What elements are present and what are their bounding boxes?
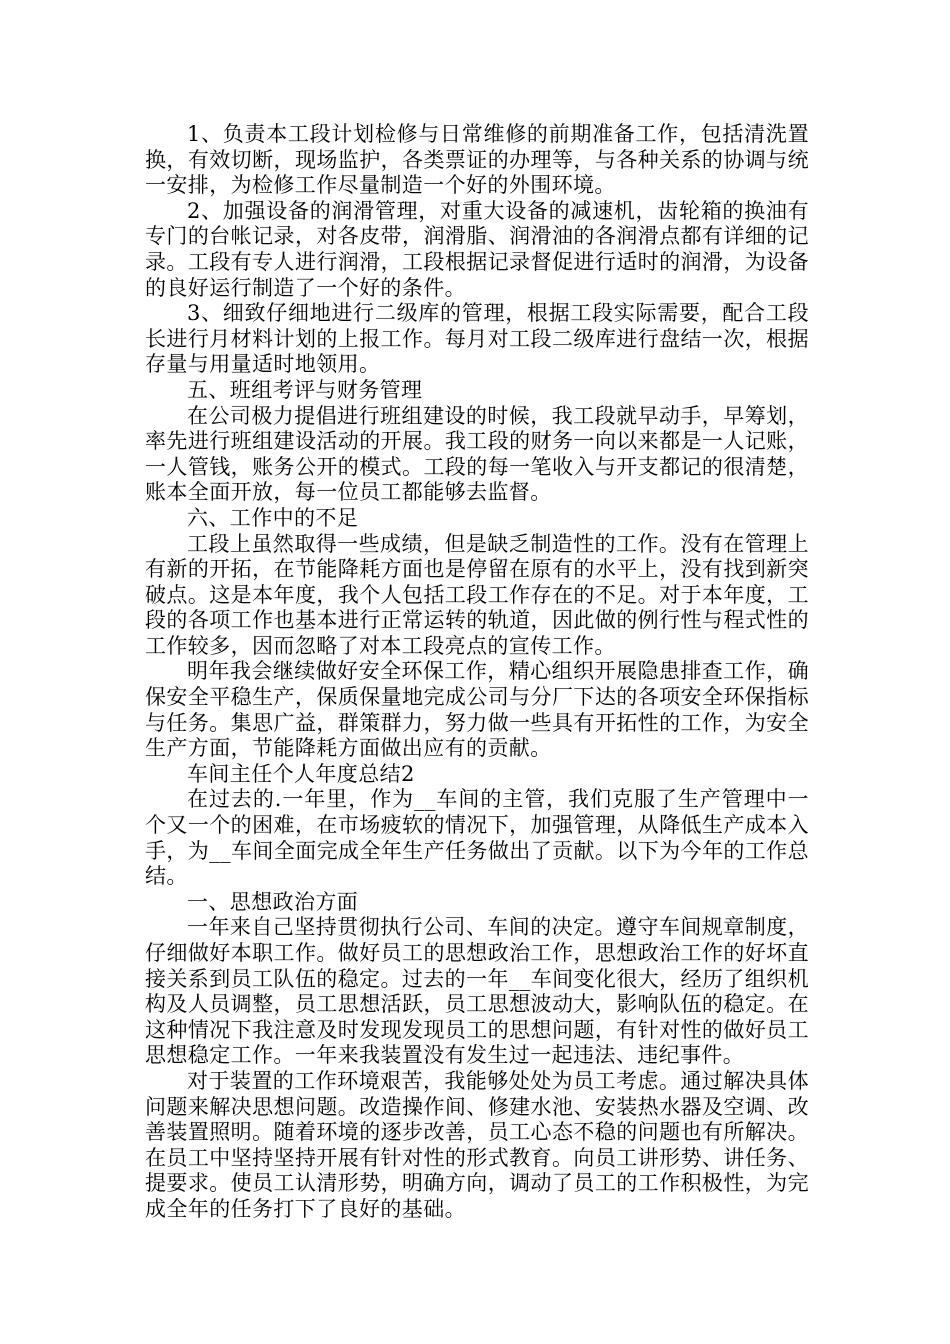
paragraph-team-finance: 在公司极力提倡进行班组建设的时候，我工段就早动手，早筹划，率先进行班组建设活动的开展。我工段的财务一向以来都是一人记账，一人管钱，账务公开的模式。工段的每一笔收入与开支都记的很清楚，账本全面开放，每一位员工都能够去监督。 — [145, 403, 809, 505]
paragraph-next-year: 明年我会继续做好安全环保工作，精心组织开展隐患排查工作，确保安全平稳生产，保质保量地完成公司与分厂下达的各项安全环保指标与任务。集思广益，群策群力，努力做一些具有开拓性的工作，为安全生产方面，节能降耗方面做出应有的贡献。 — [145, 659, 809, 761]
paragraph-summary-intro: 在过去的.一年里，作为__车间的主管，我们克服了生产管理中一个又一个的困难，在市场疲软的情况下，加强管理，从降低生产成本入手，为__车间全面完成全年生产任务做出了贡献。以下为今年的工作总结。 — [145, 787, 809, 889]
paragraph-lubrication: 2、加强设备的润滑管理，对重大设备的减速机，齿轮箱的换油有专门的台帐记录，对各皮带，润滑脂、润滑油的各润滑点都有详细的记录。工段有专人进行润滑，工段根据记录督促进行适时的润滑，为设备的良好运行制造了一个好的条件。 — [145, 198, 809, 300]
paragraph-warehouse: 3、细致仔细地进行二级库的管理，根据工段实际需要，配合工段长进行月材料计划的上报工作。每月对工段二级库进行盘结一次，根据存量与用量适时地领用。 — [145, 301, 809, 377]
paragraph-environment: 对于装置的工作环境艰苦，我能够处处为员工考虑。通过解决具体问题来解决思想问题。改造操作间、修建水池、安装热水器及空调、改善装置照明。随着环境的逐步改善，员工心态不稳的问题也有所解决。在员工中坚持坚持开展有针对性的形式教育。向员工讲形势、讲任务、提要求。使员工认清形势，明确方向，调动了员工的工作积极性，为完成全年的任务打下了良好的基础。 — [145, 1068, 809, 1221]
heading-summary-2: 车间主任个人年度总结2 — [187, 761, 415, 786]
heading-shortcomings: 六、工作中的不足 — [187, 505, 359, 530]
heading-ideology: 一、思想政治方面 — [187, 889, 359, 914]
paragraph-ideology: 一年来自己坚持贯彻执行公司、车间的决定。遵守车间规章制度，仔细做好本职工作。做好员工的思想政治工作，思想政治工作的好坏直接关系到员工队伍的稳定。过去的一年__车间变化很大，经历了组织机构及人员调整，员工思想活跃，员工思想波动大，影响队伍的稳定。在这种情况下我注意及时发现发现员工的思想问题，有针对性的做好员工思想稳定工作。一年来我装置没有发生过一起违法、违纪事件。 — [145, 915, 809, 1068]
paragraph-maintenance-prep: 1、负责本工段计划检修与日常维修的前期准备工作，包括清洗置换，有效切断，现场监护，各类票证的办理等，与各种关系的协调与统一安排，为检修工作尽量制造一个好的外围环境。 — [145, 122, 809, 198]
paragraph-shortcomings: 工段上虽然取得一些成绩，但是缺乏制造性的工作。没有在管理上有新的开拓，在节能降耗方面也是停留在原有的水平上，没有找到新突破点。这是本年度，我个人包括工段工作存在的不足。对于本年度，工段的各项工作也基本进行正常运转的轨道，因此做的例行性与程式性的工作较多，因而忽略了对本工段亮点的宣传工作。 — [145, 531, 809, 658]
document-body — [145, 122, 809, 1223]
heading-team-finance: 五、班组考评与财务管理 — [187, 377, 423, 402]
